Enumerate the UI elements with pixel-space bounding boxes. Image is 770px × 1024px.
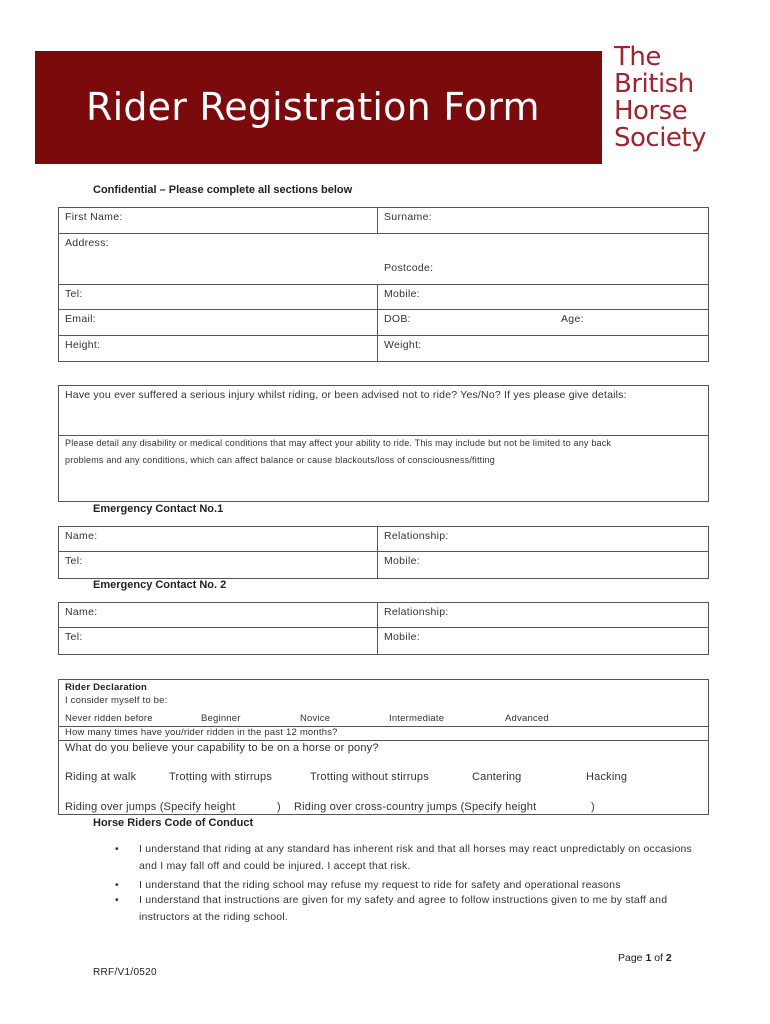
ec2-tel-field[interactable]: Tel: (65, 631, 83, 643)
declaration-heading: Rider Declaration (65, 682, 148, 693)
emergency-contact-1-heading: Emergency Contact No.1 (93, 503, 224, 515)
confidential-note: Confidential – Please complete all sections below (93, 184, 353, 196)
table-row (59, 336, 708, 361)
capability-option[interactable]: Trotting without stirrups (310, 771, 429, 783)
address-field[interactable]: Address: (65, 237, 109, 249)
list-item-text: I understand that riding at any standard has inherent risk and that all horses may react unpredictably on occasions and I may fall off and could be injured. I accept that risk. (139, 843, 692, 872)
tel-field[interactable]: Tel: (65, 288, 83, 300)
table-row (59, 628, 708, 654)
postcode-field[interactable]: Postcode: (384, 262, 434, 274)
medical-details-table (58, 385, 709, 502)
table-row (59, 527, 708, 552)
table-row (59, 208, 708, 234)
level-option[interactable]: Novice (300, 713, 331, 724)
email-field[interactable]: Email: (65, 313, 96, 325)
ec1-tel-field[interactable]: Tel: (65, 555, 83, 567)
table-row (59, 234, 708, 285)
table-row (59, 552, 708, 578)
list-item (112, 892, 692, 926)
capability-option[interactable]: Hacking (586, 771, 628, 783)
jumps-option[interactable]: Riding over jumps (Specify height (65, 801, 236, 813)
page-number (618, 952, 672, 964)
ec2-name-field[interactable]: Name: (65, 606, 98, 618)
emergency-contact-2-heading: Emergency Contact No. 2 (93, 579, 227, 591)
times-ridden-question[interactable]: How many times have you/rider ridden in the past 12 months? (65, 727, 338, 738)
table-row (59, 680, 708, 727)
level-option[interactable]: Advanced (505, 713, 549, 724)
first-name-field[interactable]: First Name: (65, 211, 123, 223)
personal-details-table (58, 207, 709, 362)
capability-option[interactable]: Riding at walk (65, 771, 137, 783)
jumps-close: ) (277, 801, 281, 813)
bullet-icon: • (115, 879, 119, 891)
code-of-conduct-heading: Horse Riders Code of Conduct (93, 817, 254, 829)
ec2-relationship-field[interactable]: Relationship: (384, 606, 449, 618)
capability-option[interactable]: Trotting with stirrups (169, 771, 273, 783)
bullet-icon: • (115, 843, 119, 855)
table-row (59, 603, 708, 628)
bhs-logo (614, 44, 744, 152)
disability-question-line-1: Please detail any disability or medical conditions that may affect your ability to ride. This may include but not be limited to any back (65, 438, 612, 448)
ec1-mobile-field[interactable]: Mobile: (384, 555, 420, 567)
logo-line: British (614, 69, 694, 99)
height-field[interactable]: Height: (65, 339, 101, 351)
injury-question: Have you ever suffered a serious injury whilst riding, or been advised not to ride? Yes/No? If yes please give details: (65, 389, 627, 401)
level-option[interactable]: Intermediate (389, 713, 445, 724)
ec2-mobile-field[interactable]: Mobile: (384, 631, 420, 643)
disability-question-line-2: problems and any conditions, which can affect balance or cause blackouts/loss of consciousness/fitting (65, 455, 495, 465)
emergency-contact-2-table (58, 602, 709, 655)
bullet-icon: • (115, 894, 119, 906)
page-prefix: Page (618, 952, 646, 964)
mobile-field[interactable]: Mobile: (384, 288, 420, 300)
table-row (59, 285, 708, 310)
rider-declaration-table (58, 679, 709, 815)
capability-option[interactable]: Cantering (472, 771, 522, 783)
table-row[interactable] (59, 436, 708, 501)
list-item (112, 841, 692, 875)
page-title: Rider Registration Form (86, 85, 540, 129)
emergency-contact-1-table (58, 526, 709, 579)
logo-line: The (614, 42, 661, 72)
dob-field[interactable]: DOB: (384, 313, 411, 325)
level-option[interactable]: Beginner (201, 713, 241, 724)
page-total: 2 (665, 952, 672, 964)
list-item-text: I understand that the riding school may refuse my request to ride for safety and operational reasons (139, 879, 621, 891)
cross-country-option[interactable]: Riding over cross-country jumps (Specify height (294, 801, 537, 813)
document-reference: RRF/V1/0520 (93, 967, 157, 978)
ec1-name-field[interactable]: Name: (65, 530, 98, 542)
logo-line: Horse (614, 96, 688, 126)
consider-label: I consider myself to be: (65, 695, 168, 706)
list-item-text: I understand that instructions are given for my safety and agree to follow instructions given to me by staff and instructors at the riding school. (139, 894, 668, 923)
title-banner (35, 51, 602, 164)
page-of: of (651, 952, 666, 964)
surname-field[interactable]: Surname: (384, 211, 432, 223)
logo-line: Society (614, 123, 707, 153)
page-current: 1 (645, 952, 652, 964)
ec1-relationship-field[interactable]: Relationship: (384, 530, 449, 542)
capability-question: What do you believe your capability to be on a horse or pony? (65, 742, 379, 754)
age-field[interactable]: Age: (561, 313, 584, 325)
cross-country-close: ) (591, 801, 595, 813)
table-row[interactable] (59, 386, 708, 436)
table-row (59, 310, 708, 336)
level-option[interactable]: Never ridden before (65, 713, 153, 724)
code-of-conduct-list (112, 841, 692, 928)
weight-field[interactable]: Weight: (384, 339, 422, 351)
